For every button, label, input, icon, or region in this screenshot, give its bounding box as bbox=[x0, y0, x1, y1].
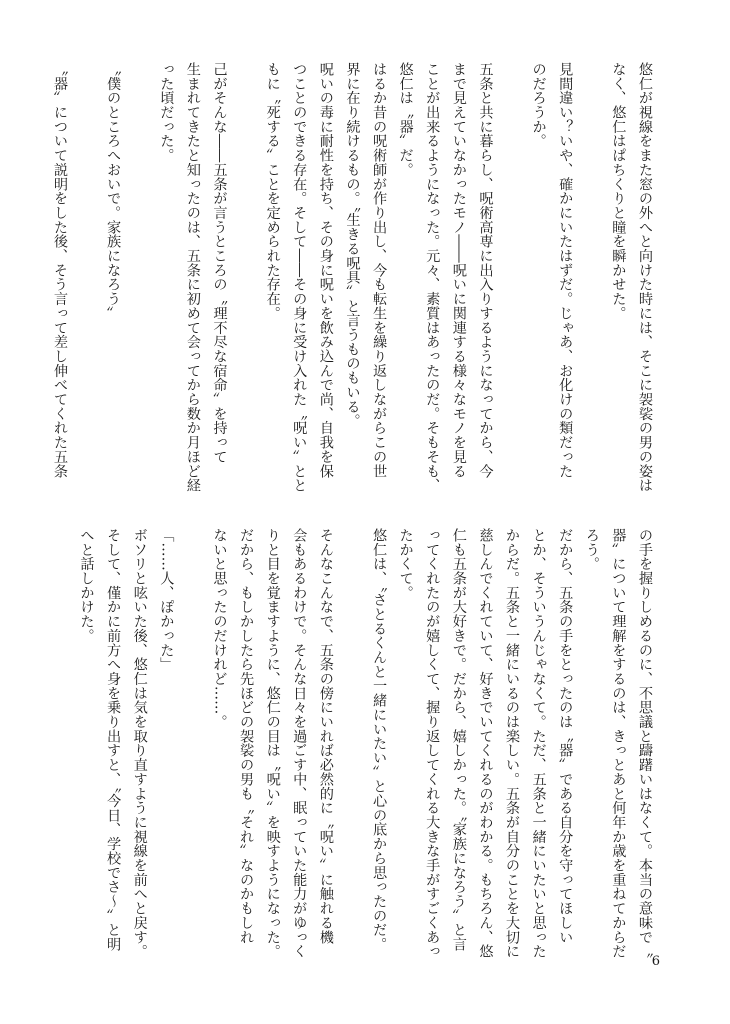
text-line: 〝僕のところへおいで。家族になろう〟 bbox=[105, 62, 122, 321]
text-line: 仁も五条が大好きで。だから、嬉しかった。〝家族になろう〟と言 bbox=[450, 528, 467, 952]
text-line: 悠仁は〝器〟だ。 bbox=[397, 62, 414, 177]
text-line: 慈しんでくれていて、好きでいてくれるのがわかる。もちろん、悠 bbox=[477, 528, 494, 959]
text-line: とか、そういうんじゃなくて。ただ、五条と一緒にいたいと思った bbox=[530, 528, 547, 959]
text-line: ろう。 bbox=[583, 528, 600, 572]
text-line: はるか昔の呪術師が作り出し、今も転生を繰り返しながらこの世 bbox=[371, 62, 388, 479]
text-line: のだろうか。 bbox=[530, 62, 547, 149]
text-line bbox=[578, 62, 605, 522]
text-line: の手を握りしめるのに、不思議と躊躇いはなくて。本当の意味で〝 bbox=[637, 528, 653, 959]
text-line: 〝器〟について説明をした後、そう言って差し伸べてくれた五条 bbox=[51, 62, 68, 479]
text-line: った頃だった。 bbox=[158, 62, 175, 163]
text-line bbox=[498, 62, 525, 522]
text-line: そんなこんなで、五条の傍にいれば必然的に〝呪い〟に触れる機 bbox=[317, 528, 334, 945]
text-line: 五条と共に暮らし、呪術高専に出入りするようになってから、今 bbox=[477, 62, 494, 479]
text-line bbox=[339, 528, 366, 960]
text-line: からだ。五条と一緒にいるのは楽しい。五条が自分のことを大切に bbox=[504, 528, 521, 959]
text-line: 器〟について理解をするのは、きっとあと何年か歳を重ねてからだ bbox=[610, 528, 627, 959]
text-line: 会もあるわけで。そんな日々を過ごす中、眠っていた能力がゆっく bbox=[291, 528, 308, 959]
text-line: まで見えていなかったモノ――呪いに関連する様々なモノを見る bbox=[450, 62, 467, 479]
text-line: 呪いの毒に耐性を持ち、その身に呪いを飲み込んで尚、自我を保 bbox=[317, 62, 334, 479]
text-line: もに〝死する〟ことを定められた存在。 bbox=[264, 62, 281, 321]
text-line: ボソリと呟いた後、悠仁は気を取り直すように視線を前へと戻す。 bbox=[131, 528, 148, 959]
text-line: つことのできる存在。そして――その身に受け入れた〝呪い〟とと bbox=[291, 62, 308, 493]
text-line: ないと思ったのだけれど……。 bbox=[211, 528, 228, 729]
text-line: 悠仁は、〝さとるくんと一緒にいたい〟と心の底から思ったのだ。 bbox=[371, 528, 388, 952]
text-line: たかくて。 bbox=[397, 528, 414, 600]
text-line: 「……人、ぽかった」 bbox=[158, 528, 175, 672]
text-line: 見間違い？いや、確かにいたはずだ。じゃあ、お化けの類だった bbox=[557, 62, 574, 479]
page-number: 6 bbox=[651, 954, 660, 969]
text-line: そして、僅かに前方へ身を乗り出すと、〝今日、学校でさ～〟と明 bbox=[105, 528, 122, 952]
text-line: 己がそんな――五条が言うところの〝理不尽な宿命〟を持って bbox=[211, 62, 228, 464]
text-line: なく、悠仁はぱちくりと瞳を瞬かせた。 bbox=[610, 62, 627, 321]
text-line bbox=[233, 62, 260, 522]
text-line: 生まれてきたと知ったのは、五条に初めて会ってから数か月ほど経 bbox=[184, 62, 201, 493]
text-line: りと目を覚ますように、悠仁の目は〝呪い〟を映すようになった。 bbox=[264, 528, 281, 959]
text-line: 悠仁が視線をまた窓の外へと向けた時には、そこに袈裟の男の姿は bbox=[637, 62, 653, 493]
text-line: へと話しかけた。 bbox=[78, 528, 95, 643]
text-line bbox=[126, 62, 153, 522]
text-line: ことが出来るようになった。元々、素質はあったのだ。そもそも、 bbox=[424, 62, 441, 493]
text-line: ってくれたのが嬉しくて、握り返してくれる大きな手がすごくあっ bbox=[424, 528, 441, 959]
text-line: 界に在り続けるもの。〝生きる呪具〟と言うものもいる。 bbox=[344, 62, 361, 428]
upper-text-column bbox=[48, 62, 658, 522]
text-line bbox=[73, 62, 100, 522]
text-line bbox=[179, 528, 206, 960]
lower-text-column bbox=[48, 528, 658, 960]
text-line: だから、五条の手をとったのは〝器〟である自分を守ってほしい bbox=[557, 528, 574, 945]
text-line: だから、もしかしたら先ほどの袈裟の男も〝それ〟なのかもしれ bbox=[238, 528, 255, 945]
